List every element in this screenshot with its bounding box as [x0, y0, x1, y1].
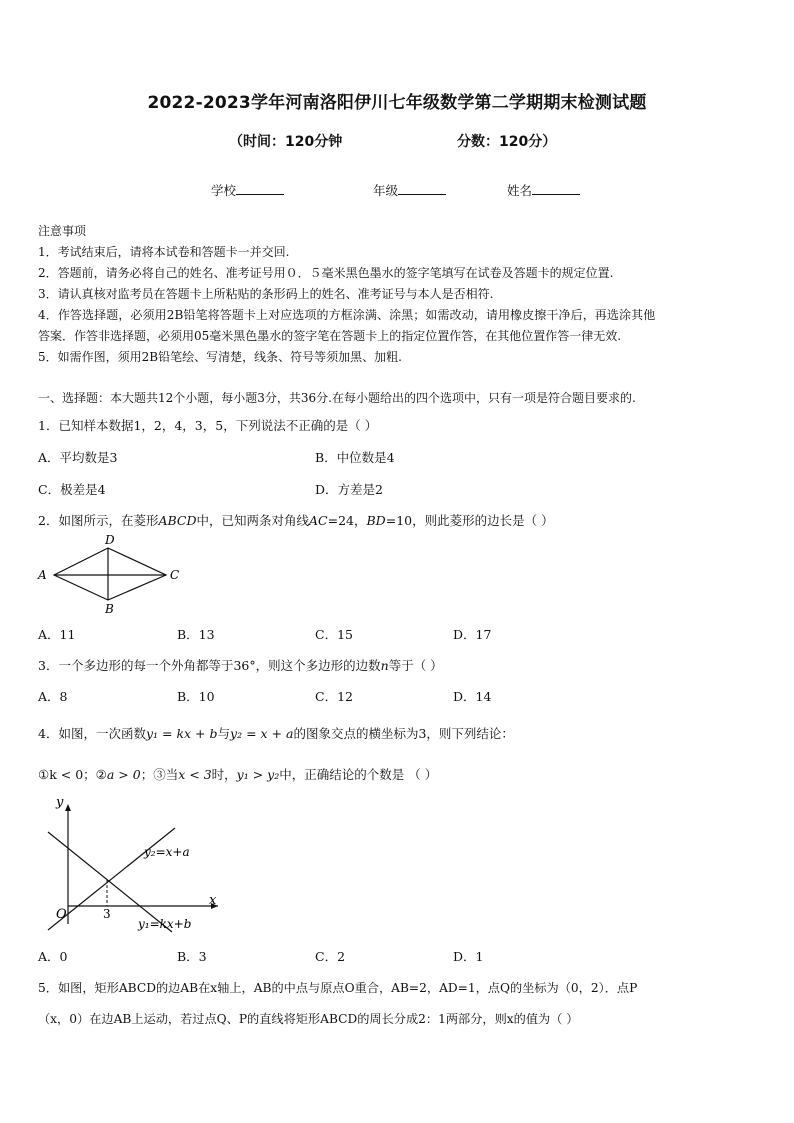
label-c: C [170, 568, 180, 582]
line-y2-label: y₂=x+a [144, 845, 190, 859]
rhombus-diagram [36, 532, 186, 616]
q2-option-b[interactable]: B．13 [177, 627, 215, 642]
grade-label: 年级 [373, 183, 399, 198]
q5-stem-line2: （x，0）在边AB上运动，若过点Q、P的直线将矩形ABCD的周长分成2：1两部分，则x的值为（ ） [38, 1012, 579, 1026]
q1-option-d[interactable]: D．方差是2 [315, 482, 383, 497]
exam-score: 分数：120分） [457, 134, 557, 150]
q4-option-a[interactable]: A．0 [38, 949, 68, 964]
label-a: A [38, 568, 47, 582]
section-heading: 一、选择题：本大题共12个小题，每小题3分，共36分.在每小题给出的四个选项中，只有一项是符合题目要求的. [38, 391, 636, 405]
label-d: D [105, 533, 115, 547]
school-blank[interactable] [236, 182, 284, 195]
q3-stem: 3．一个多边形的每一个外角都等于36°，则这个多边形的边数n等于（ ） [38, 658, 443, 673]
q2-option-c[interactable]: C．15 [315, 627, 353, 642]
q3-option-a[interactable]: A．8 [38, 689, 68, 704]
q5-stem-line1: 5．如图，矩形ABCD的边AB在x轴上，AB的中点与原点O重合，AB=2，AD=1，点Q的坐标为（0，2）．点P [38, 981, 638, 995]
function-graph [40, 790, 230, 938]
note-item: 4．作答选择题，必须用2B铅笔将答题卡上对应选项的方框涂满、涂黑；如需改动，请用橡皮擦干净后，再选涂其他 [38, 308, 656, 322]
note-item: 2．答题前，请务必将自己的姓名、准考证号用０．５毫米黑色墨水的签字笔填写在试卷及答题卡的规定位置. [38, 266, 614, 280]
y-axis-label: y [56, 795, 64, 810]
q3-option-c[interactable]: C．12 [315, 689, 353, 704]
q1-option-b[interactable]: B．中位数是4 [315, 450, 395, 465]
q3-option-b[interactable]: B．10 [177, 689, 215, 704]
label-b: B [105, 602, 114, 616]
name-blank[interactable] [532, 182, 580, 195]
q2-option-a[interactable]: A．11 [38, 627, 76, 642]
q4-option-b[interactable]: B．3 [177, 949, 207, 964]
x-axis-label: x [209, 893, 217, 908]
q2-option-d[interactable]: D．17 [453, 627, 492, 642]
q4-option-c[interactable]: C．2 [315, 949, 346, 964]
origin-label: O [56, 907, 67, 922]
name-field [507, 181, 580, 199]
q2-stem: 2．如图所示，在菱形ABCD中，已知两条对角线AC=24，BD=10，则此菱形的边长是（ ） [38, 513, 554, 528]
notes-heading: 注意事项 [38, 224, 87, 238]
note-item: 答案．作答非选择题，必须用05毫米黑色墨水的签字笔在答题卡上的指定位置作答，在其他位置作答一律无效. [38, 329, 622, 343]
q4-stem: 4．如图，一次函数y₁ = kx + b与y₂ = x + a的图象交点的横坐标为3，则下列结论： [38, 726, 514, 741]
note-item: 1．考试结束后，请将本试卷和答题卡一并交回. [38, 245, 290, 259]
note-item: 3．请认真核对监考员在答题卡上所粘贴的条形码上的姓名、准考证号与本人是否相符. [38, 287, 494, 301]
page-title: 2022-2023学年河南洛阳伊川七年级数学第二学期期末检测试题 [147, 93, 647, 113]
line-y1-label: y₁=kx+b [138, 917, 192, 931]
q1-stem: 1．已知样本数据1，2，4，3，5，下列说法不正确的是（ ） [38, 418, 378, 433]
q1-option-a[interactable]: A．平均数是3 [38, 450, 118, 465]
school-label: 学校 [211, 183, 237, 198]
line-y2 [48, 828, 175, 930]
tick-3-label: 3 [103, 907, 111, 921]
exam-time: （时间：120分钟 [229, 134, 343, 150]
notes-block [38, 221, 655, 368]
q4-conclusions: ①k < 0；②a > 0；③当x < 3时，y₁ > y₂中，正确结论的个数是 （ ） [38, 767, 438, 782]
school-field [211, 181, 284, 199]
q3-option-d[interactable]: D．14 [453, 689, 492, 704]
q1-option-c[interactable]: C．极差是4 [38, 482, 106, 497]
q4-option-d[interactable]: D．1 [453, 949, 484, 964]
note-item: 5．如需作图，须用2B铅笔绘、写清楚，线条、符号等须加黑、加粗. [38, 350, 402, 364]
grade-blank[interactable] [398, 182, 446, 195]
grade-field [373, 181, 446, 199]
name-label: 姓名 [507, 183, 533, 198]
